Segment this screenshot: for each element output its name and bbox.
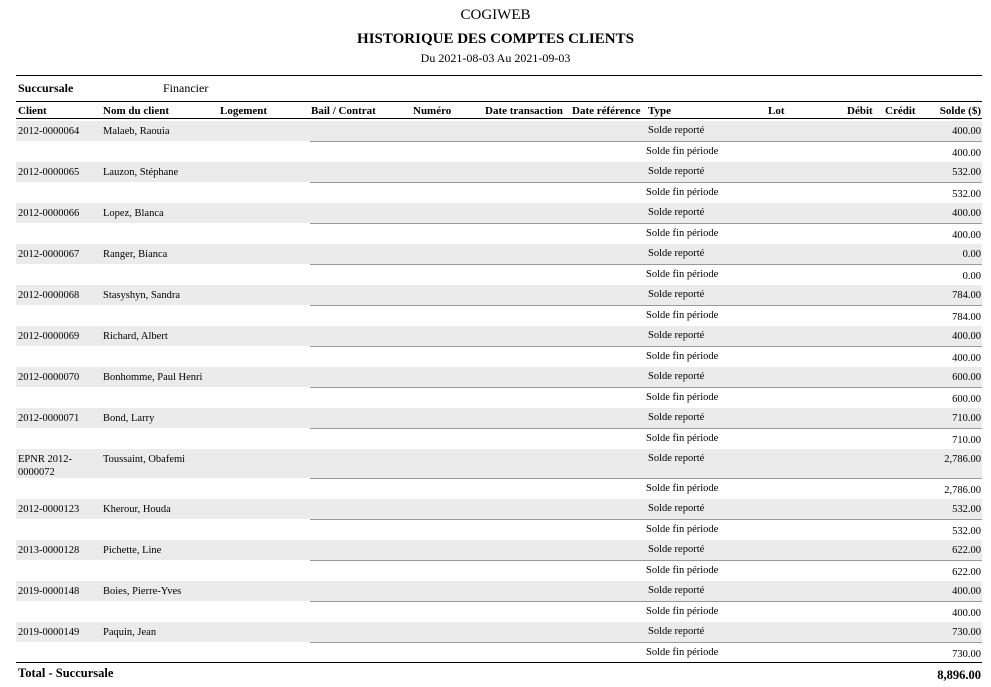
row-separator (310, 642, 982, 643)
row-type-end: Solde fin période (646, 483, 719, 494)
client-id: EPNR 2012- 0000072 (18, 454, 72, 478)
row-type-end: Solde fin période (646, 351, 719, 362)
row-type-end: Solde fin période (646, 433, 719, 444)
row-type-carried: Solde reporté (648, 207, 705, 218)
row-balance: 400.00 (952, 331, 981, 342)
client-name: Malaeb, Raouia (103, 126, 170, 137)
col-header-debit: Débit (847, 105, 873, 117)
client-band (16, 622, 982, 642)
row-balance: 532.00 (952, 526, 981, 537)
column-header-top-rule (16, 101, 982, 102)
row-balance: 600.00 (952, 372, 981, 383)
row-balance: 2,786.00 (944, 485, 981, 496)
row-type-end: Solde fin période (646, 565, 719, 576)
col-header-type: Type (648, 105, 672, 117)
client-name: Lopez, Blanca (103, 208, 164, 219)
client-name: Boies, Pierre-Yves (103, 586, 182, 597)
row-balance: 784.00 (952, 290, 981, 301)
row-balance: 400.00 (952, 148, 981, 159)
client-name: Toussaint, Obafemi (103, 454, 186, 465)
col-header-credit: Crédit (885, 105, 916, 117)
row-balance: 400.00 (952, 126, 981, 137)
row-type-carried: Solde reporté (648, 289, 705, 300)
client-name: Bonhomme, Paul Henri (103, 372, 203, 383)
row-type-end: Solde fin période (646, 392, 719, 403)
client-id: 2012-0000123 (18, 504, 80, 515)
row-separator (310, 264, 982, 265)
row-type-carried: Solde reporté (648, 453, 705, 464)
client-id: 2019-0000149 (18, 627, 80, 638)
row-type-carried: Solde reporté (648, 330, 705, 341)
client-name: Ranger, Bianca (103, 249, 168, 260)
col-header-housing: Logement (220, 105, 268, 117)
row-type-carried: Solde reporté (648, 503, 705, 514)
client-name: Pichette, Line (103, 545, 162, 556)
total-rule (16, 662, 982, 663)
row-separator (310, 223, 982, 224)
client-name: Richard, Albert (103, 331, 168, 342)
row-type-end: Solde fin période (646, 187, 719, 198)
client-id: 2012-0000068 (18, 290, 80, 301)
col-header-transaction-date: Date transaction (485, 105, 563, 117)
row-type-carried: Solde reporté (648, 248, 705, 259)
row-type-carried: Solde reporté (648, 412, 705, 423)
row-type-carried: Solde reporté (648, 125, 705, 136)
row-balance: 532.00 (952, 189, 981, 200)
row-type-end: Solde fin période (646, 269, 719, 280)
row-balance: 784.00 (952, 312, 981, 323)
row-type-carried: Solde reporté (648, 585, 705, 596)
report-title: HISTORIQUE DES COMPTES CLIENTS (357, 31, 634, 47)
client-id: 2012-0000065 (18, 167, 80, 178)
top-rule (16, 75, 982, 76)
row-separator (310, 428, 982, 429)
row-balance: 730.00 (952, 627, 981, 638)
branch-label: Succursale (18, 81, 74, 95)
row-type-carried: Solde reporté (648, 626, 705, 637)
branch-value: Financier (163, 81, 209, 95)
row-type-carried: Solde reporté (648, 544, 705, 555)
client-id: 2012-0000069 (18, 331, 80, 342)
row-separator (310, 519, 982, 520)
row-type-end: Solde fin période (646, 310, 719, 321)
company-name: COGIWEB (460, 7, 531, 23)
row-separator (310, 141, 982, 142)
row-separator (310, 478, 982, 479)
row-balance: 400.00 (952, 353, 981, 364)
row-separator (310, 601, 982, 602)
row-balance: 2,786.00 (944, 454, 981, 465)
row-balance: 0.00 (962, 249, 981, 260)
row-balance: 400.00 (952, 230, 981, 241)
col-header-lease: Bail / Contrat (311, 105, 376, 117)
row-separator (310, 305, 982, 306)
row-separator (310, 182, 982, 183)
row-type-end: Solde fin période (646, 647, 719, 658)
col-header-reference-date: Date référence (572, 105, 641, 117)
client-id: 2012-0000064 (18, 126, 80, 137)
row-type-end: Solde fin période (646, 228, 719, 239)
client-id: 2012-0000066 (18, 208, 80, 219)
client-id: 2013-0000128 (18, 545, 80, 556)
row-type-carried: Solde reporté (648, 166, 705, 177)
client-name: Lauzon, Stéphane (103, 167, 179, 178)
client-id: 2012-0000067 (18, 249, 80, 260)
row-balance: 622.00 (952, 567, 981, 578)
total-value: 8,896.00 (937, 668, 981, 682)
client-name: Paquin, Jean (103, 627, 157, 638)
row-type-end: Solde fin période (646, 606, 719, 617)
row-type-end: Solde fin période (646, 524, 719, 535)
row-balance: 730.00 (952, 649, 981, 660)
row-balance: 532.00 (952, 504, 981, 515)
client-id: 2012-0000070 (18, 372, 80, 383)
row-separator (310, 346, 982, 347)
col-header-name: Nom du client (103, 105, 169, 117)
client-name: Bond, Larry (103, 413, 155, 424)
row-balance: 710.00 (952, 413, 981, 424)
row-type-carried: Solde reporté (648, 371, 705, 382)
row-type-end: Solde fin période (646, 146, 719, 157)
client-name: Kherour, Houda (103, 504, 171, 515)
row-balance: 532.00 (952, 167, 981, 178)
row-balance: 0.00 (962, 271, 981, 282)
column-header-bottom-rule (16, 118, 982, 119)
row-separator (310, 560, 982, 561)
client-name: Stasyshyn, Sandra (103, 290, 180, 301)
row-balance: 710.00 (952, 435, 981, 446)
row-balance: 400.00 (952, 608, 981, 619)
row-balance: 400.00 (952, 208, 981, 219)
col-header-lot: Lot (768, 105, 785, 117)
date-range: Du 2021-08-03 Au 2021-09-03 (420, 51, 571, 65)
col-header-balance: Solde ($) (939, 105, 981, 117)
row-balance: 400.00 (952, 586, 981, 597)
client-id: 2012-0000071 (18, 413, 80, 424)
row-balance: 600.00 (952, 394, 981, 405)
row-separator (310, 387, 982, 388)
total-label: Total - Succursale (18, 666, 114, 680)
col-header-number: Numéro (413, 105, 452, 117)
col-header-client: Client (18, 105, 47, 117)
row-balance: 622.00 (952, 545, 981, 556)
client-band (16, 408, 982, 428)
client-id: 2019-0000148 (18, 586, 80, 597)
